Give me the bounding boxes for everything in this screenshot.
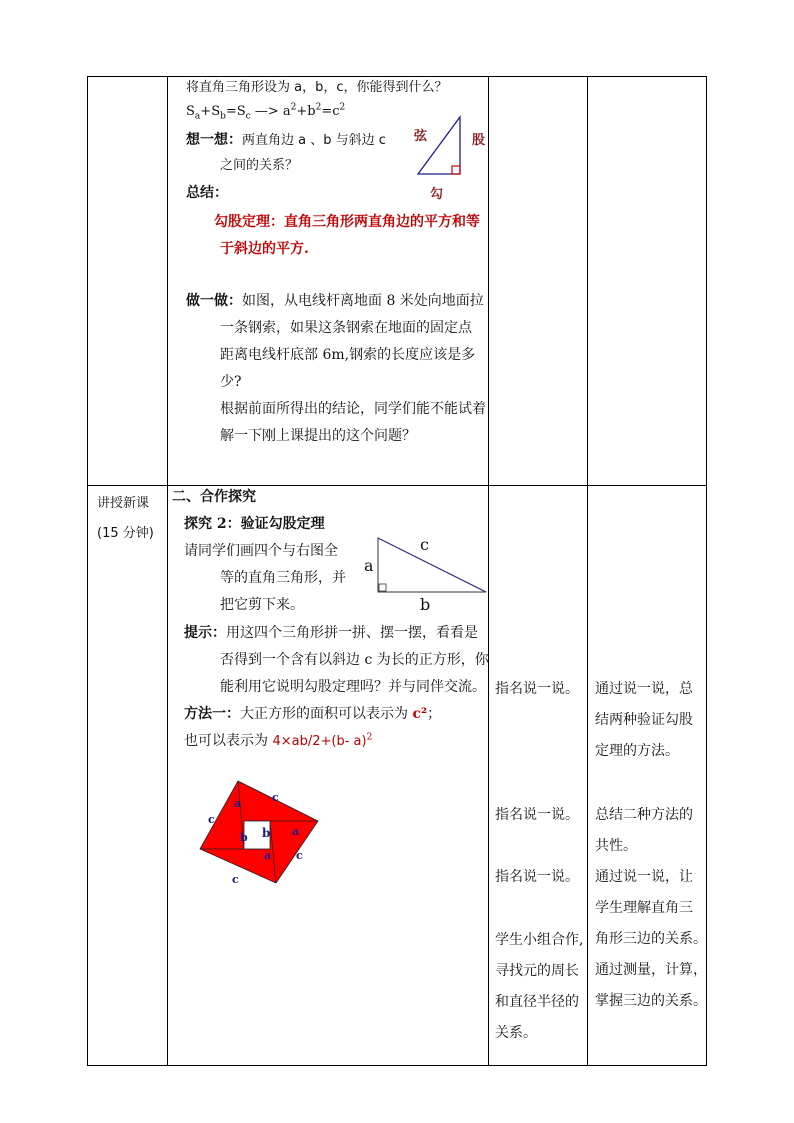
square-label-c-right: c xyxy=(296,849,303,862)
method-text-1: 大正方形的面积可以表示为 xyxy=(240,706,413,722)
do-text-3: 距离电线杆底部 6m,钢索的长度应该是多 xyxy=(220,347,476,363)
do-text-4: 少? xyxy=(220,374,242,390)
student-activity-1: 指名说一说。 xyxy=(495,681,579,697)
table-border-bottom xyxy=(87,1065,707,1066)
intent-line-8: 角形三边的关系。 xyxy=(595,931,707,947)
intent-line-9: 通过测量，计算， xyxy=(595,962,707,978)
intent-line-6: 通过说一说，让 xyxy=(595,869,693,885)
explore-line-1: 请同学们画四个与右图全 xyxy=(184,543,338,559)
gougu-triangle-diagram xyxy=(408,112,492,206)
theorem-line-2: 于斜边的平方. xyxy=(220,241,309,257)
summary-label: 总结： xyxy=(186,185,228,201)
pythagorean-square-diagram xyxy=(196,775,326,890)
intent-line-7: 学生理解直角三 xyxy=(595,900,693,916)
explore-title: 探究 2：验证勾股定理 xyxy=(184,516,325,532)
intent-line-2: 结两种验证勾股 xyxy=(595,712,693,728)
explore-line-3: 把它剪下来。 xyxy=(220,597,304,613)
vertical-leg-label: 股 xyxy=(472,133,486,148)
method-line-2: 也可以表示为 4×ab/2+(b- a)$^2$ xyxy=(184,732,373,749)
stage-label: 讲授新课 xyxy=(97,496,150,511)
hint-text-2: 否得到一个含有以斜边 c 为长的正方形，你 xyxy=(220,652,489,668)
right-angle-marker xyxy=(452,166,460,174)
do-text-1: 如图，从电线杆离地面 8 米处向地面拉 xyxy=(242,293,484,309)
table-border-left xyxy=(87,76,88,1066)
think-text: 两直角边 a 、b 与斜边 c xyxy=(242,133,386,148)
theorem-line-1: 勾股定理：直角三角形两直角边的平方和等 xyxy=(214,214,480,230)
do-text-5: 根据前面所得出的结论，同学们能不能试着 xyxy=(220,401,486,417)
square-label-a-1: a xyxy=(234,797,242,810)
think-text-continued: 之间的关系？ xyxy=(220,158,299,173)
intro-question: 将直角三角形设为 a，b，c，你能得到什么？ xyxy=(186,80,448,95)
do-label: 做一做： xyxy=(186,293,242,309)
square-label-b-inner: b xyxy=(262,826,271,840)
bottom-leg-label: 勾 xyxy=(430,187,444,202)
think-label: 想一想： xyxy=(186,132,242,148)
method-c-squared: c² xyxy=(412,706,428,722)
hint-text-3: 能利用它说明勾股定理吗？并与同伴交流。 xyxy=(220,679,486,695)
abc-triangle-diagram xyxy=(356,530,490,614)
student-activity-2: 指名说一说。 xyxy=(495,807,579,823)
do-text-2: 一条钢索，如果这条钢索在地面的固定点 xyxy=(220,320,472,336)
student-activity-3: 指名说一说。 xyxy=(495,869,579,885)
intent-line-10: 掌握三边的关系。 xyxy=(595,993,707,1009)
square-label-c-left: c xyxy=(208,813,215,826)
do-paragraph xyxy=(186,291,484,311)
square-label-b-left: b xyxy=(240,831,248,844)
stage-time: (15 分钟) xyxy=(97,526,154,541)
student-activity-6: 和直径半径的 xyxy=(495,994,579,1010)
method-expression: 4×ab/2+(b- a) xyxy=(272,734,367,749)
method-paragraph: 方法一：大正方形的面积可以表示为 c²； xyxy=(184,706,442,722)
table-border-right xyxy=(706,76,707,1066)
square-label-c-top: c xyxy=(272,791,279,804)
side-b-label: b xyxy=(420,595,431,614)
abc-triangle-hypotenuse xyxy=(378,538,486,592)
section-title: 二、合作探究 xyxy=(172,489,256,505)
explore-line-2: 等的直角三角形，并 xyxy=(220,570,346,586)
intent-line-3: 定理的方法。 xyxy=(595,743,679,759)
area-formula: $S_a+S_b=S_c$ —> $a^2+b^2=c^2$ xyxy=(186,102,346,122)
hypotenuse-label: 弦 xyxy=(414,129,428,144)
student-activity-5: 寻找元的周长 xyxy=(495,963,579,979)
side-c-label: c xyxy=(420,535,429,554)
square-label-a-bottom: a xyxy=(264,849,272,862)
table-border-top xyxy=(87,76,707,77)
square-label-c-bottom: c xyxy=(232,873,239,886)
hint-label: 提示： xyxy=(184,625,226,641)
table-col-divider-3 xyxy=(587,76,588,1066)
intent-line-5: 共性。 xyxy=(595,838,637,854)
hint-paragraph xyxy=(184,623,478,643)
table-col-divider-1 xyxy=(167,76,168,1066)
method-label: 方法一： xyxy=(184,706,240,722)
hint-text-1: 用这四个三角形拼一拼、摆一摆，看看是 xyxy=(226,625,478,641)
student-activity-7: 关系。 xyxy=(495,1025,537,1041)
think-paragraph xyxy=(186,130,386,151)
intent-line-4: 总结二种方法的 xyxy=(595,807,693,823)
table-row-divider xyxy=(87,485,707,486)
intent-line-1: 通过说一说，总 xyxy=(595,681,693,697)
student-activity-4: 学生小组合作, xyxy=(495,932,584,948)
side-a-label: a xyxy=(364,556,374,575)
square-label-a-right: a xyxy=(292,825,300,838)
abc-right-angle-marker xyxy=(379,584,386,591)
do-text-6: 解一下刚上课提出的这个问题？ xyxy=(220,428,416,444)
